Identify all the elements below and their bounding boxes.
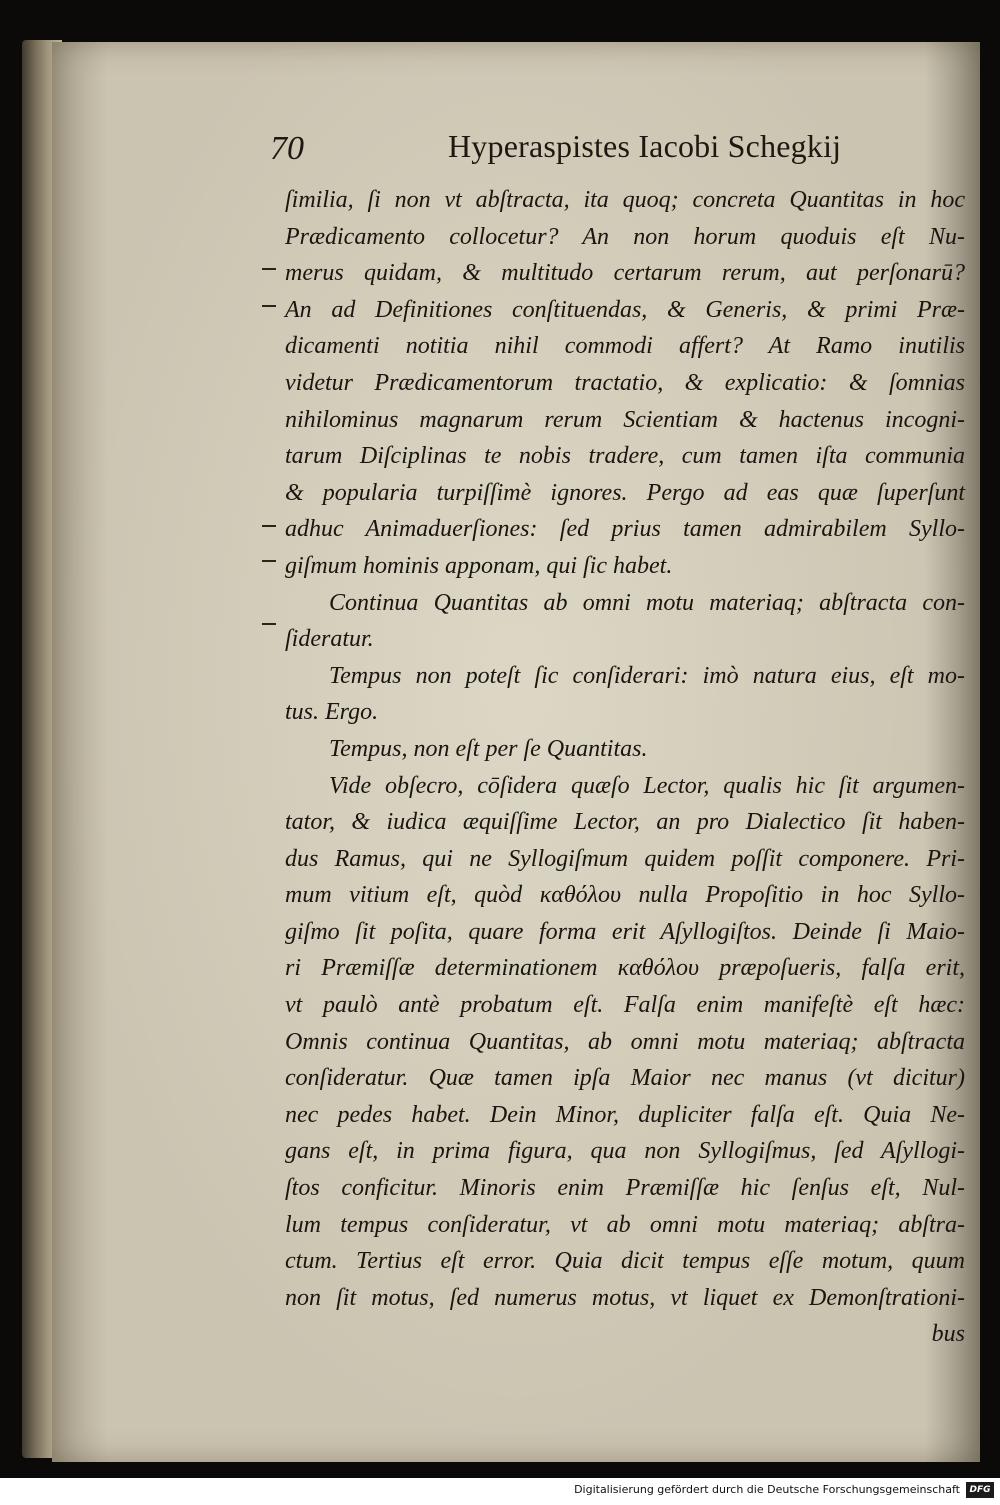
page-header	[270, 128, 870, 178]
text-line: ſtos conficitur. Minoris enim Præmiſſæ hic ſenſus eſt, Nul-	[285, 1175, 965, 1202]
text-line: An ad Definitiones conſtituendas, & Generis, & primi Præ-	[285, 296, 965, 323]
margin-mark	[262, 623, 276, 625]
text-line: tus. Ergo.	[285, 699, 379, 726]
funding-credit: Digitalisierung gefördert durch die Deutsche Forschungsgemeinschaft	[574, 1483, 960, 1496]
margin-mark	[262, 268, 276, 270]
text-line: non ſit motus, ſed numerus motus, vt liquet ex Demonſtrationi-	[285, 1284, 965, 1311]
text-line: Tempus, non eſt per ſe Quantitas.	[329, 735, 648, 762]
running-title: Hyperaspistes Iacobi Schegkij	[448, 128, 842, 164]
text-line: vt paulò antè probatum eſt. Falſa enim manifeſtè eſt hæc:	[285, 992, 965, 1019]
text-line: dus Ramus, qui ne Syllogiſmum quidem poſſit componere. Pri-	[285, 845, 965, 872]
text-line: videtur Prædicamentorum tractatio, & explicatio: & ſomnias	[285, 369, 965, 396]
text-line: Vide obſecro, cōſidera quæſo Lector, qualis hic ſit argumen-	[329, 772, 965, 799]
text-line: Continua Quantitas ab omni motu materiaq; abſtracta con-	[329, 589, 965, 616]
text-line: giſmo ſit poſita, quare forma erit Aſyllogiſtos. Deinde ſi Maio-	[285, 918, 965, 945]
text-line: Prædicamento collocetur? An non horum quoduis eſt Nu-	[285, 223, 965, 250]
text-line: giſmum hominis apponam, qui ſic habet.	[285, 552, 673, 579]
catchword: bus	[931, 1321, 965, 1348]
text-line: nec pedes habet. Dein Minor, dupliciter falſa eſt. Quia Ne-	[285, 1101, 965, 1128]
text-line: gans eſt, in prima figura, qua non Syllogiſmus, ſed Aſyllogi-	[285, 1138, 965, 1165]
text-line: ctum. Tertius eſt error. Quia dicit tempus eſſe motum, quum	[285, 1248, 965, 1275]
text-line: Tempus non poteſt ſic conſiderari: imò natura eius, eſt mo-	[329, 662, 965, 689]
text-line: ri Præmiſſæ determinationem καθόλου præpoſueris, falſa erit,	[285, 955, 965, 982]
margin-mark	[262, 525, 276, 527]
text-line: tator, & iudica æquiſſime Lector, an pro Dialectico ſit haben-	[285, 809, 965, 836]
body-text	[285, 182, 965, 1353]
dfg-logo: DFG	[966, 1482, 994, 1498]
text-line: & popularia turpiſſimè ignores. Pergo ad eas quæ ſuperſunt	[285, 479, 965, 506]
text-line: lum tempus conſideratur, vt ab omni motu materiaq; abſtra-	[285, 1211, 965, 1238]
margin-mark	[262, 560, 276, 562]
text-line: mum vitium eſt, quòd καθόλου nulla Propoſitio in hoc Syllo-	[285, 882, 965, 909]
text-line: merus quidam, & multitudo certarum rerum, aut perſonarū?	[285, 260, 965, 287]
text-line: conſideratur. Quæ tamen ipſa Maior nec manus (vt dicitur)	[285, 1065, 965, 1092]
text-line: adhuc Animaduerſiones: ſed prius tamen admirabilem Syllo-	[285, 516, 965, 543]
text-line: Omnis continua Quantitas, ab omni motu materiaq; abſtracta	[285, 1028, 965, 1055]
text-line: tarum Diſciplinas te nobis tradere, cum tamen iſta communia	[285, 443, 965, 470]
text-line: ſideratur.	[285, 626, 374, 653]
text-line: dicamenti notitia nihil commodi affert? At Ramo inutilis	[285, 333, 965, 360]
text-line: nihilominus magnarum rerum Scientiam & hactenus incogni-	[285, 406, 965, 433]
margin-mark	[262, 305, 276, 307]
page-number: 70	[270, 130, 304, 167]
text-line: ſimilia, ſi non vt abſtracta, ita quoq; concreta Quantitas in hoc	[285, 187, 965, 213]
